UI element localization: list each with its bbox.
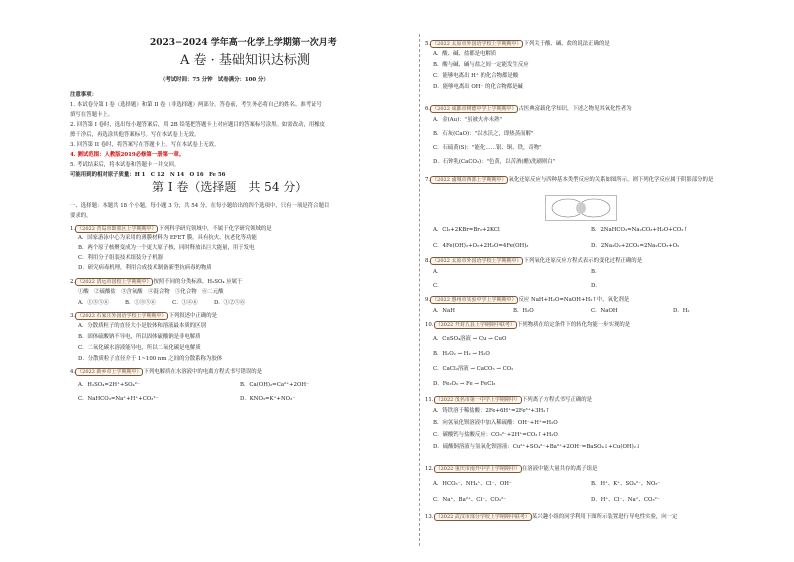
section-instruction: 要求的。 — [70, 213, 92, 219]
question-7: 7. （2022 浦城市西部上学期期中） 氧化还原反应与四种基本类型反应的关系如图所示，则下列化学反应属于阴影部分的是 — [425, 177, 714, 183]
question-source-badge: （2022 茂名市第一中学上学期期中） — [435, 397, 520, 403]
option-a: A．金(Au)："虽被火亦未熟" — [433, 117, 502, 123]
section-title: 第 I 卷（选择题 共 54 分） — [152, 180, 308, 194]
option-a: A．国家游泳中心为采用的薄膜材料为 EFET 膜，具有抗火、抗老化等功能 — [78, 235, 257, 241]
option-b: B．2NaHCO₃=Na₂CO₃+H₂O+CO₂↑ — [591, 227, 688, 233]
option-c: C．Na⁺、Ba²⁺、Cl⁻、CO₃²⁻ — [433, 497, 507, 503]
option-a: A．分散质粒子的直径大小是胶体和溶液最本质的区别 — [78, 323, 206, 329]
option-a: A．CuSO₄溶液 → Cu → CuO — [433, 336, 507, 342]
option-b: B．Ca(OH)₂=Ca²⁺+2OH⁻ — [240, 382, 309, 388]
exam-title: 2023−2024 学年高一化学上学期第一次月考 — [150, 38, 337, 48]
option-c: C． — [433, 283, 443, 289]
option-d: D．H₂ — [673, 308, 690, 314]
note-line: 填写在答题卡上。 — [70, 112, 114, 118]
option-c: C．能够电离出 H⁺ 的化合物都是酸 — [433, 73, 519, 79]
question-12: 12. （2022 重庆市南开中学上学期期中） 在溶液中能大量共存的离子组是 — [425, 466, 598, 472]
question-4: 4. （2022 新乡市上学期期中） 下列电解质在水溶液中的电离方程式书写错误的是 — [70, 369, 263, 375]
option-d: D．2Na₂O₂+2CO₂=2Na₂CO₃+O₂ — [591, 243, 680, 249]
question-source-badge: （2022 成都市树德中学上学期期中） — [432, 106, 517, 112]
question-6: 6. （2022 成都市树德中学上学期期中） 古医典富载化学知识，下述之物见其氧化性者为 — [425, 106, 632, 112]
option-d: D．Fe₂O₃ → Fe → FeCl₃ — [433, 381, 496, 387]
note-line: 3. 回答第 II 卷时，将答案写在答题卡上。写在本试卷上无效。 — [70, 142, 220, 148]
note-line: 擦干净后，再选涂其他答案标号。写在本试卷上无效。 — [70, 132, 200, 138]
option-a: A．酸、碱、盐都是电解质 — [433, 51, 497, 57]
note-line: 5. 考试结束后，将本试卷和答题卡一并交回。 — [70, 162, 180, 168]
question-2: 2. （2022 清远市国校上学期期中） 按照不同的分类标准，H₂SO₄ 应属于 — [70, 279, 243, 285]
exam-info: （考试时间：75 分钟 试卷满分：100 分） — [160, 77, 269, 83]
option-a: A．Cl₂+2KBr=Br₂+2KCl — [433, 227, 500, 233]
question-3: 3. （2022 石家庄外国语学校上学期期中） 下列叙述中正确的是 — [70, 313, 218, 319]
option-d: D．分散质粒子直径介于 1~100 nm 之间的分散系称为胶体 — [78, 356, 223, 362]
exam-subtitle: A 卷 · 基础知识达标测 — [180, 53, 310, 68]
venn-diagram-graphic — [546, 196, 616, 220]
option-b: B．H₂O₂ → H₂ → H₂O — [433, 351, 490, 357]
option-c: C．碳酸钙与盐酸反应：CO₃²⁻+2H⁺=CO₂↑+H₂O — [433, 432, 558, 438]
notes-heading: 注意事项： — [70, 92, 97, 98]
question-source-badge: （2022 重庆市南开中学上学期期中） — [435, 466, 520, 472]
question-13: 13. （2022 武汉市部分学校上学期期中联考） 某兴趣小组的同学利用下图所示装置进行导电性实验，向一定 — [425, 514, 678, 520]
option-b: B．石灰(CaO)："以水沃之，即热蒸而解" — [433, 131, 534, 137]
option-d: D．研究病毒机理，利用合成技术制备新型抗病毒的物质 — [78, 265, 212, 271]
question-source-badge: （2022 开封五县上学期期中联考） — [435, 322, 515, 328]
question-source-badge: （2022 清远市国校上学期期中） — [77, 279, 152, 285]
option-c: C．NaHCO₃=Na⁺+H⁺+CO₃²⁻ — [78, 396, 159, 402]
question-11: 11. （2022 茂名市第一中学上学期期中） 下列离子方程式书写正确的是 — [425, 397, 592, 403]
option-b: B． — [591, 269, 601, 275]
section-instruction: 一、选择题：本题共 18 个小题，每小题 3 分，共 54 分。在每小题给出的四个选项中，只有一项是符合题目 — [70, 203, 330, 209]
atomic-masses: 可能用到的相对原子质量：H 1 C 12 N 14 O 16 Fe 56 — [70, 172, 226, 178]
option-d: D．能够电离出 OH⁻ 的化合物都是碱 — [433, 84, 523, 90]
question-10: 10. （2022 开封五县上学期期中联考） 下列物质在给定条件下的转化均能一步实现的是 — [425, 322, 631, 328]
question-source-badge: （2022 武汉市部分学校上学期期中联考） — [435, 514, 530, 520]
classification-list: ①酸 ②硫酸盐 ③含氧酸 ④混合物 ⑤化合物 ⑥二元酸 — [78, 289, 224, 295]
options-row: A．①③⑤⑥ B．①③⑤⑥ C．①④⑥ D．①②⑤⑥ — [78, 300, 246, 306]
option-a: A．HCO₃⁻、NH₄⁺、Cl⁻、OH⁻ — [433, 481, 512, 487]
option-a: A．NaH — [433, 308, 455, 314]
option-d: D．KNO₃=K⁺+NO₃⁻ — [240, 396, 296, 402]
option-a: A．铸铁溶于稀盐酸：2Fe+6H⁺=2Fe³⁺+3H₂↑ — [433, 408, 550, 414]
option-b: B．两个原子核聚变成为一个更大原子核，同时释放出巨大能量，用于发电 — [78, 245, 255, 251]
option-b: B．固体硫酸钠不导电，所以固体硫酸钠是非电解质 — [78, 334, 201, 340]
option-c: C．石硫黄(S)："能化……银、铜、铁，奇物" — [433, 145, 542, 151]
option-c: C．CaCl₂溶液 → CaCO₃ → CO₂ — [433, 366, 514, 372]
option-c: C．利用分子组装技术组装分子机器 — [78, 255, 163, 261]
option-b: B．向氢氧化钡溶液中加入稀硫酸：OH⁻+H⁺=H₂O — [433, 420, 558, 426]
note-test-scope: 4. 测试范围：人教版2019必修第一册第一章。 — [70, 152, 185, 158]
option-d: D．石钟乳(CaCO₃)："色黄，以苦酒(醋)洗刷则白" — [433, 159, 555, 165]
question-source-badge: （2022 青岛市即墨区上学期期中） — [77, 226, 157, 232]
option-b: B．H₂O — [513, 308, 534, 314]
question-source-badge: （2022 浦城市西部上学期期中） — [432, 177, 507, 183]
note-line: 2. 回答第 I 卷时，选出每小题答案后，用 2B 铅笔把答题卡上对应题目的答案标号涂黑。如需改动，用橡皮 — [70, 122, 326, 128]
option-a: A．H₂SO₄=2H⁺+SO₄²⁻ — [78, 382, 140, 388]
question-8: 8. （2022 太原市外国语学校上学期期中） 下列氧化还原反应方程式表示的变化过程正确的是 — [425, 258, 643, 264]
option-b: B．H⁺、K⁺、SO₄²⁻、NO₃⁻ — [591, 481, 661, 487]
option-c: C．4Fe(OH)₂+O₂+2H₂O=4Fe(OH)₃ — [433, 243, 529, 249]
question-9: 9. （2022 惠州市实验中学上学期期中） 反应 NaH+H₂O=NaOH+H₂↑中，氧化剂是 — [425, 297, 630, 303]
question-source-badge: （2022 惠州市实验中学上学期期中） — [432, 297, 517, 303]
question-source-badge: （2022 太原市外国语学校上学期期中） — [432, 258, 522, 264]
question-source-badge: （2022 太原市外国语学校上学期期中） — [432, 41, 522, 47]
option-a: A． — [433, 269, 443, 275]
note-line: 1. 本试卷分第 I 卷（选择题）和第 II 卷（非选择题）两部分。答卷前，考生务必将自己的姓名、准考证号 — [70, 102, 322, 108]
question-source-badge: （2022 石家庄外国语学校上学期期中） — [77, 313, 167, 319]
question-1: 1. （2022 青岛市即墨区上学期期中） 下列科学研究领域中，不属于化学研究领域的是 — [70, 226, 272, 232]
option-c: C．二氧化碳水溶液能导电，所以二氧化碳是电解质 — [78, 345, 201, 351]
column-divider — [419, 34, 420, 546]
option-b: B．酸与碱、碱与盐之间一定能发生反应 — [433, 62, 529, 68]
option-d: D．H⁺、Cl⁻、Na⁺、CO₃²⁻ — [591, 497, 660, 503]
option-d: D． — [591, 283, 601, 289]
question-5: 5. （2022 太原市外国语学校上学期期中） 下列关于酸、碱、盐的说法正确的是 — [425, 41, 610, 47]
venn-diagram — [545, 195, 617, 221]
option-d: D．硫酸铜溶液与氢氧化钡溶液：Cu²⁺+SO₄²⁻+Ba²⁺+2OH⁻=BaSO₄↓+Cu(OH)₂↓ — [433, 444, 641, 450]
option-c: C．NaOH — [591, 308, 618, 314]
question-source-badge: （2022 新乡市上学期期中） — [77, 369, 142, 375]
